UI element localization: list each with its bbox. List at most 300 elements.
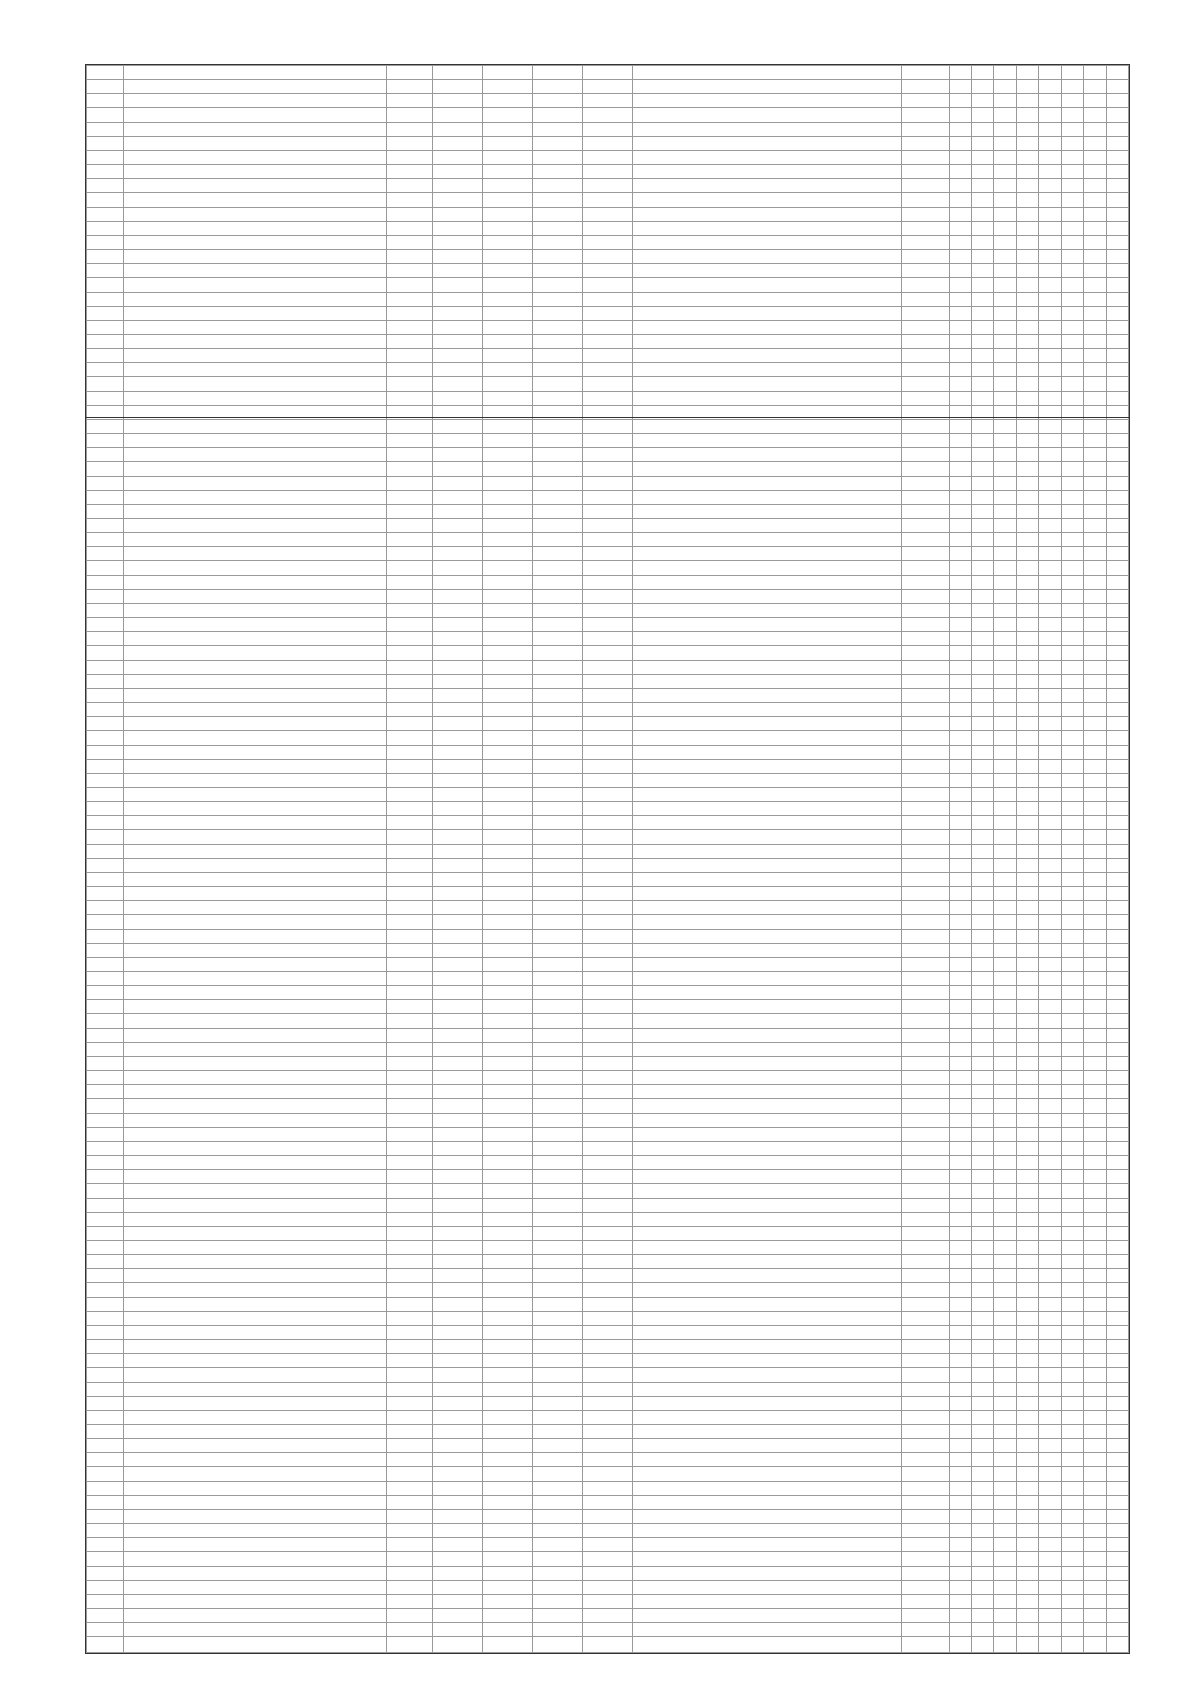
table-cell xyxy=(1016,334,1038,348)
table-cell xyxy=(1061,688,1083,702)
table-cell xyxy=(483,972,533,986)
table-cell xyxy=(994,1141,1016,1155)
table-cell xyxy=(1039,533,1061,547)
table-cell xyxy=(1016,943,1038,957)
table-cell xyxy=(433,703,483,717)
table-cell xyxy=(87,1453,124,1467)
table-row xyxy=(87,1212,1129,1226)
table-cell xyxy=(1084,1368,1106,1382)
table-cell xyxy=(1039,1580,1061,1594)
table-cell xyxy=(87,1311,124,1325)
table-cell xyxy=(123,1453,387,1467)
table-cell xyxy=(1016,547,1038,561)
table-cell xyxy=(1084,1028,1106,1042)
table-cell xyxy=(387,405,433,419)
table-cell xyxy=(583,391,633,405)
table-cell xyxy=(123,235,387,249)
table-cell xyxy=(1084,1354,1106,1368)
table-cell xyxy=(87,490,124,504)
table-cell xyxy=(583,844,633,858)
table-cell xyxy=(87,448,124,462)
table-cell xyxy=(433,1184,483,1198)
table-cell xyxy=(901,504,949,518)
table-cell xyxy=(123,632,387,646)
table-cell xyxy=(994,1524,1016,1538)
table-cell xyxy=(972,887,994,901)
table-cell xyxy=(1061,844,1083,858)
table-cell xyxy=(433,1637,483,1653)
table-cell xyxy=(994,618,1016,632)
table-cell xyxy=(483,320,533,334)
table-cell xyxy=(87,1170,124,1184)
table-cell xyxy=(1016,1524,1038,1538)
table-cell xyxy=(583,773,633,787)
table-cell xyxy=(1039,165,1061,179)
table-cell xyxy=(1039,1113,1061,1127)
table-cell xyxy=(533,66,583,80)
table-cell xyxy=(533,1439,583,1453)
table-cell xyxy=(1061,1000,1083,1014)
table-cell xyxy=(901,278,949,292)
table-cell xyxy=(1016,80,1038,94)
table-cell xyxy=(901,1056,949,1070)
table-cell xyxy=(1106,660,1129,674)
table-cell xyxy=(87,1538,124,1552)
table-cell xyxy=(583,1439,633,1453)
table-cell xyxy=(1061,1226,1083,1240)
table-cell xyxy=(483,1410,533,1424)
table-cell xyxy=(949,278,971,292)
table-row xyxy=(87,787,1129,801)
table-cell xyxy=(433,108,483,122)
table-cell xyxy=(433,533,483,547)
table-cell xyxy=(87,1127,124,1141)
table-row xyxy=(87,1368,1129,1382)
table-cell xyxy=(123,561,387,575)
table-cell xyxy=(1061,703,1083,717)
table-cell xyxy=(972,533,994,547)
table-cell xyxy=(483,122,533,136)
table-cell xyxy=(583,901,633,915)
table-cell xyxy=(583,547,633,561)
table-cell xyxy=(901,1325,949,1339)
table-cell xyxy=(1106,391,1129,405)
table-cell xyxy=(1106,462,1129,476)
table-cell xyxy=(901,547,949,561)
table-cell xyxy=(994,1269,1016,1283)
table-cell xyxy=(1061,122,1083,136)
table-row xyxy=(87,1000,1129,1014)
table-cell xyxy=(1039,278,1061,292)
table-cell xyxy=(901,349,949,363)
table-cell xyxy=(387,603,433,617)
table-row xyxy=(87,1240,1129,1254)
table-cell xyxy=(583,830,633,844)
table-cell xyxy=(994,94,1016,108)
table-cell xyxy=(433,887,483,901)
table-cell xyxy=(533,1156,583,1170)
table-cell xyxy=(1106,1170,1129,1184)
table-cell xyxy=(483,1141,533,1155)
table-cell xyxy=(994,165,1016,179)
table-cell xyxy=(1106,504,1129,518)
table-cell xyxy=(1039,1566,1061,1580)
table-cell xyxy=(87,1524,124,1538)
table-cell xyxy=(433,1042,483,1056)
table-cell xyxy=(533,547,583,561)
table-cell xyxy=(387,646,433,660)
table-cell xyxy=(433,929,483,943)
table-row xyxy=(87,872,1129,886)
table-cell xyxy=(1084,292,1106,306)
table-cell xyxy=(583,1141,633,1155)
table-cell xyxy=(972,1184,994,1198)
table-cell xyxy=(583,165,633,179)
table-cell xyxy=(994,1085,1016,1099)
table-cell xyxy=(1039,264,1061,278)
table-cell xyxy=(387,434,433,448)
table-cell xyxy=(972,1311,994,1325)
table-cell xyxy=(1084,533,1106,547)
table-cell xyxy=(994,1439,1016,1453)
table-cell xyxy=(123,872,387,886)
table-row xyxy=(87,1609,1129,1623)
table-cell xyxy=(533,80,583,94)
table-cell xyxy=(949,1481,971,1495)
table-cell xyxy=(583,1184,633,1198)
table-cell xyxy=(949,660,971,674)
table-cell xyxy=(1039,1184,1061,1198)
table-cell xyxy=(972,1042,994,1056)
table-cell xyxy=(1106,306,1129,320)
table-cell xyxy=(1106,320,1129,334)
table-cell xyxy=(1084,830,1106,844)
table-cell xyxy=(483,1212,533,1226)
table-cell xyxy=(1016,1382,1038,1396)
table-cell xyxy=(1016,264,1038,278)
table-cell xyxy=(583,490,633,504)
table-cell xyxy=(1084,943,1106,957)
table-row xyxy=(87,320,1129,334)
table-cell xyxy=(583,1623,633,1637)
table-cell xyxy=(994,136,1016,150)
table-cell xyxy=(533,1283,583,1297)
table-cell xyxy=(972,632,994,646)
table-cell xyxy=(483,660,533,674)
table-cell xyxy=(483,1311,533,1325)
table-cell xyxy=(483,363,533,377)
table-cell xyxy=(483,1000,533,1014)
table-cell xyxy=(972,136,994,150)
table-cell xyxy=(387,122,433,136)
table-cell xyxy=(994,1453,1016,1467)
table-cell xyxy=(1084,334,1106,348)
table-cell xyxy=(433,1580,483,1594)
table-cell xyxy=(1061,1255,1083,1269)
table-cell xyxy=(123,1580,387,1594)
table-cell xyxy=(583,1594,633,1608)
table-cell xyxy=(123,334,387,348)
table-cell xyxy=(387,972,433,986)
table-cell xyxy=(1061,887,1083,901)
table-cell xyxy=(483,703,533,717)
table-cell xyxy=(972,547,994,561)
table-cell xyxy=(87,986,124,1000)
table-cell xyxy=(901,533,949,547)
table-cell xyxy=(1084,66,1106,80)
table-cell xyxy=(1061,320,1083,334)
table-cell xyxy=(994,235,1016,249)
table-cell xyxy=(994,646,1016,660)
table-cell xyxy=(583,1382,633,1396)
table-cell xyxy=(583,419,633,433)
table-cell xyxy=(632,1127,901,1141)
table-cell xyxy=(972,1580,994,1594)
table-cell xyxy=(1016,802,1038,816)
table-cell xyxy=(483,292,533,306)
table-cell xyxy=(1039,434,1061,448)
table-cell xyxy=(632,1056,901,1070)
table-cell xyxy=(533,1396,583,1410)
table-cell xyxy=(949,1368,971,1382)
table-cell xyxy=(1106,632,1129,646)
table-cell xyxy=(533,646,583,660)
table-cell xyxy=(583,1453,633,1467)
table-cell xyxy=(533,759,583,773)
table-cell xyxy=(533,490,583,504)
table-cell xyxy=(632,1594,901,1608)
table-cell xyxy=(1039,561,1061,575)
table-cell xyxy=(1061,1269,1083,1283)
table-cell xyxy=(123,688,387,702)
table-row xyxy=(87,1325,1129,1339)
table-cell xyxy=(1106,1453,1129,1467)
table-cell xyxy=(949,986,971,1000)
table-cell xyxy=(483,872,533,886)
table-cell xyxy=(1039,1425,1061,1439)
table-cell xyxy=(994,1000,1016,1014)
table-cell xyxy=(1106,1410,1129,1424)
table-row xyxy=(87,632,1129,646)
table-cell xyxy=(1106,575,1129,589)
table-cell xyxy=(901,603,949,617)
table-cell xyxy=(1039,405,1061,419)
table-cell xyxy=(632,773,901,787)
table-cell xyxy=(533,448,583,462)
table-cell xyxy=(387,419,433,433)
table-cell xyxy=(1084,1410,1106,1424)
table-row xyxy=(87,165,1129,179)
table-row xyxy=(87,1509,1129,1523)
table-cell xyxy=(994,419,1016,433)
table-cell xyxy=(483,391,533,405)
table-cell xyxy=(123,1481,387,1495)
table-cell xyxy=(1016,1410,1038,1424)
table-cell xyxy=(1106,986,1129,1000)
table-cell xyxy=(433,1524,483,1538)
table-cell xyxy=(1061,1340,1083,1354)
table-cell xyxy=(87,943,124,957)
table-cell xyxy=(433,150,483,164)
table-cell xyxy=(533,802,583,816)
table-cell xyxy=(632,1226,901,1240)
table-cell xyxy=(387,490,433,504)
table-cell xyxy=(387,1311,433,1325)
table-cell xyxy=(433,1056,483,1070)
table-cell xyxy=(994,80,1016,94)
table-cell xyxy=(972,759,994,773)
table-cell xyxy=(1039,122,1061,136)
table-cell xyxy=(583,150,633,164)
table-cell xyxy=(901,1297,949,1311)
table-cell xyxy=(123,320,387,334)
table-cell xyxy=(632,1113,901,1127)
table-cell xyxy=(533,986,583,1000)
table-cell xyxy=(972,986,994,1000)
table-cell xyxy=(533,1170,583,1184)
table-grid xyxy=(86,65,1129,1653)
table-cell xyxy=(1106,1099,1129,1113)
table-cell xyxy=(901,731,949,745)
table-cell xyxy=(972,575,994,589)
table-cell xyxy=(901,377,949,391)
table-cell xyxy=(632,887,901,901)
table-row xyxy=(87,1566,1129,1580)
table-cell xyxy=(1106,533,1129,547)
table-cell xyxy=(972,94,994,108)
table-cell xyxy=(1039,1495,1061,1509)
table-cell xyxy=(1106,1085,1129,1099)
table-cell xyxy=(583,589,633,603)
table-cell xyxy=(994,122,1016,136)
table-cell xyxy=(994,1226,1016,1240)
table-cell xyxy=(533,660,583,674)
table-cell xyxy=(1016,490,1038,504)
table-row xyxy=(87,108,1129,122)
table-cell xyxy=(972,419,994,433)
table-cell xyxy=(387,292,433,306)
table-cell xyxy=(533,108,583,122)
table-row xyxy=(87,1410,1129,1424)
table-row xyxy=(87,1283,1129,1297)
table-cell xyxy=(901,165,949,179)
table-cell xyxy=(1084,575,1106,589)
table-cell xyxy=(949,603,971,617)
table-cell xyxy=(1084,1184,1106,1198)
table-cell xyxy=(1084,858,1106,872)
table-cell xyxy=(1061,646,1083,660)
table-cell xyxy=(87,1354,124,1368)
table-row xyxy=(87,745,1129,759)
table-cell xyxy=(949,1028,971,1042)
table-cell xyxy=(533,419,583,433)
table-cell xyxy=(949,547,971,561)
table-cell xyxy=(433,1113,483,1127)
table-cell xyxy=(87,745,124,759)
table-row xyxy=(87,1156,1129,1170)
table-cell xyxy=(1084,986,1106,1000)
table-cell xyxy=(1039,1538,1061,1552)
table-cell xyxy=(483,1099,533,1113)
table-row xyxy=(87,419,1129,433)
table-cell xyxy=(123,1524,387,1538)
table-cell xyxy=(1039,391,1061,405)
table-cell xyxy=(1061,632,1083,646)
table-cell xyxy=(1061,1311,1083,1325)
table-cell xyxy=(1084,136,1106,150)
table-cell xyxy=(632,1609,901,1623)
table-cell xyxy=(901,589,949,603)
table-cell xyxy=(949,1198,971,1212)
table-cell xyxy=(1016,1000,1038,1014)
table-cell xyxy=(387,363,433,377)
table-cell xyxy=(632,349,901,363)
table-cell xyxy=(1016,320,1038,334)
table-cell xyxy=(1084,349,1106,363)
table-cell xyxy=(1016,504,1038,518)
table-cell xyxy=(87,589,124,603)
table-cell xyxy=(533,278,583,292)
table-cell xyxy=(972,1594,994,1608)
table-cell xyxy=(972,150,994,164)
table-cell xyxy=(994,1594,1016,1608)
table-cell xyxy=(583,703,633,717)
table-cell xyxy=(533,1028,583,1042)
table-cell xyxy=(972,193,994,207)
table-cell xyxy=(901,448,949,462)
table-cell xyxy=(1016,1014,1038,1028)
table-cell xyxy=(1061,618,1083,632)
table-cell xyxy=(533,830,583,844)
table-cell xyxy=(387,94,433,108)
table-cell xyxy=(1084,1127,1106,1141)
table-cell xyxy=(123,1382,387,1396)
table-row xyxy=(87,773,1129,787)
table-cell xyxy=(387,448,433,462)
table-cell xyxy=(1039,1453,1061,1467)
table-cell xyxy=(1061,136,1083,150)
table-cell xyxy=(1106,561,1129,575)
table-cell xyxy=(87,703,124,717)
table-cell xyxy=(1106,80,1129,94)
table-cell xyxy=(1016,1240,1038,1254)
table-cell xyxy=(901,618,949,632)
table-cell xyxy=(387,1297,433,1311)
table-cell xyxy=(949,122,971,136)
table-cell xyxy=(483,802,533,816)
table-cell xyxy=(994,193,1016,207)
table-cell xyxy=(1016,179,1038,193)
table-cell xyxy=(901,66,949,80)
table-cell xyxy=(1061,731,1083,745)
table-cell xyxy=(433,688,483,702)
table-cell xyxy=(949,221,971,235)
table-cell xyxy=(972,830,994,844)
table-cell xyxy=(1039,1170,1061,1184)
table-cell xyxy=(972,490,994,504)
table-cell xyxy=(1106,1255,1129,1269)
table-cell xyxy=(433,1198,483,1212)
table-cell xyxy=(1039,207,1061,221)
table-cell xyxy=(1039,490,1061,504)
table-cell xyxy=(583,660,633,674)
table-cell xyxy=(87,292,124,306)
table-cell xyxy=(949,533,971,547)
table-cell xyxy=(583,1127,633,1141)
table-cell xyxy=(533,787,583,801)
table-cell xyxy=(972,1467,994,1481)
table-cell xyxy=(87,1410,124,1424)
